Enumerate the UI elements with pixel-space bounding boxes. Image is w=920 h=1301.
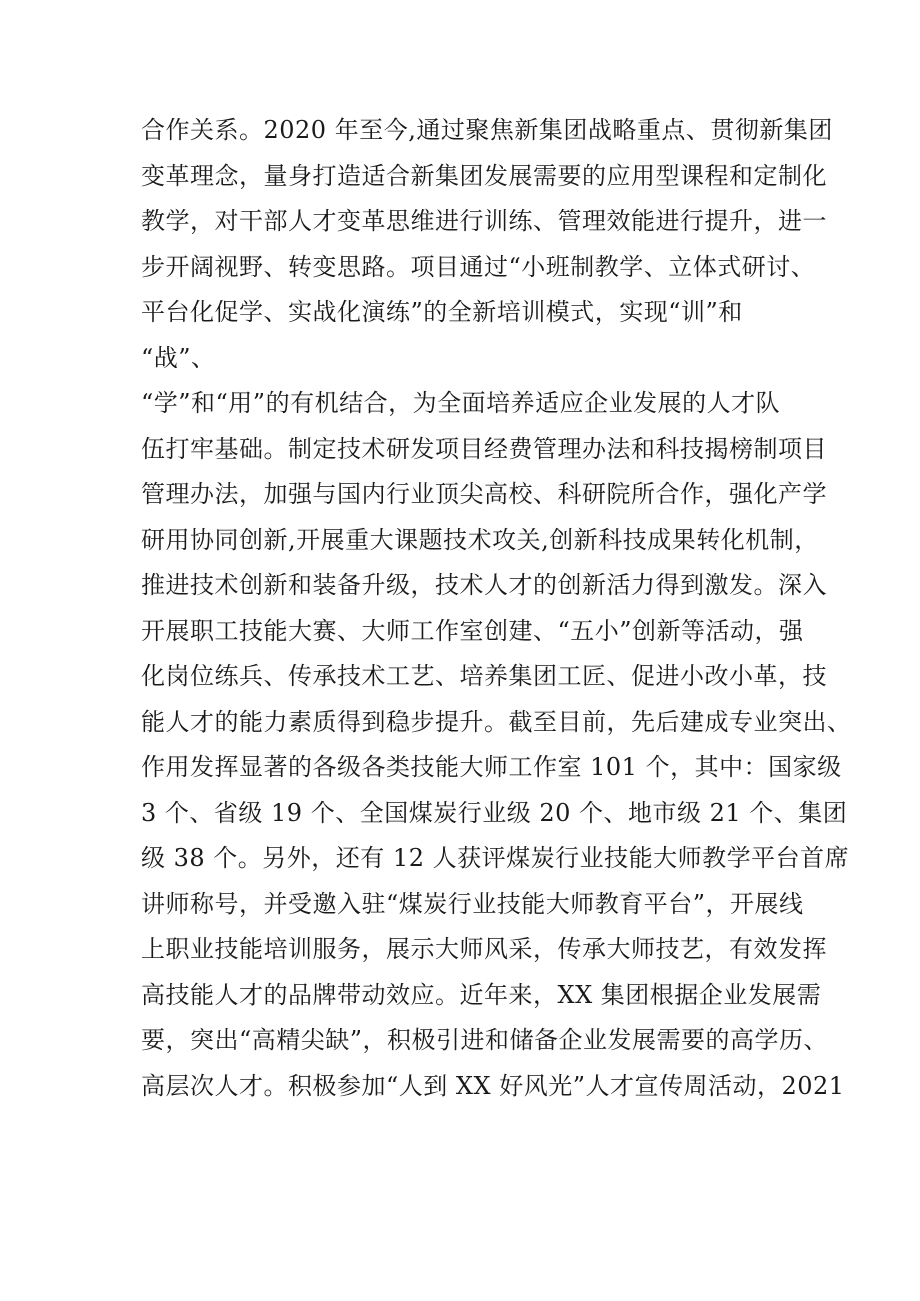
text-line: 作用发挥显著的各级各类技能大师工作室 101 个，其中：国家级	[141, 753, 842, 781]
text-line: “战”、	[141, 343, 216, 372]
text-line: 高层次人才。积极参加“人到 XX 好风光”人才宣传周活动，2021	[141, 1071, 845, 1100]
text-line: 上职业技能培训服务，展示大师风采，传承大师技艺，有效发挥	[141, 935, 827, 963]
text-line: 能人才的能力素质得到稳步提升。截至目前，先后建成专业突出、	[141, 707, 852, 736]
text-line: 化岗位练兵、传承技术工艺、培养集团工匠、促进小改小革，技	[141, 662, 827, 690]
text-line: 教学，对干部人才变革思维进行训练、管理效能进行提升，进一	[141, 207, 827, 235]
text-line: 合作关系。2020 年至今,通过聚焦新集团战略重点、贯彻新集团	[141, 116, 833, 144]
text-line: 推进技术创新和装备升级，技术人才的创新活力得到激发。深入	[141, 571, 827, 599]
text-line: 管理办法，加强与国内行业顶尖高校、科研院所合作，强化产学	[141, 480, 827, 508]
text-line: 讲师称号，并受邀入驻“煤炭行业技能大师教育平台”，开展线	[141, 889, 804, 918]
text-line: 开展职工技能大赛、大师工作室创建、“五小”创新等活动，强	[141, 616, 804, 645]
text-line: 研用协同创新,开展重大课题技术攻关,创新科技成果转化机制，	[141, 525, 819, 554]
text-line: 3 个、省级 19 个、全国煤炭行业级 20 个、地市级 21 个、集团	[141, 798, 848, 827]
text-line: 高技能人才的品牌带动效应。近年来，XX 集团根据企业发展需	[141, 980, 822, 1009]
text-line: 变革理念，量身打造适合新集团发展需要的应用型课程和定制化	[141, 161, 827, 190]
text-line: 步开阔视野、转变思路。项目通过“小班制教学、立体式研讨、	[141, 252, 816, 281]
text-line: 要，突出“高精尖缺”，积极引进和储备企业发展需要的高学历、	[141, 1026, 829, 1054]
text-line: “学”和“用”的有机结合，为全面培养适应企业发展的人才队	[141, 389, 781, 417]
text-line: 平台化促学、实战化演练”的全新培训模式，实现“训”和	[141, 298, 743, 326]
text-line: 伍打牢基础。制定技术研发项目经费管理办法和科技揭榜制项目	[141, 434, 827, 463]
body-text	[141, 108, 852, 1109]
text-line: 级 38 个。另外，还有 12 人获评煤炭行业技能大师教学平台首席	[141, 844, 850, 872]
